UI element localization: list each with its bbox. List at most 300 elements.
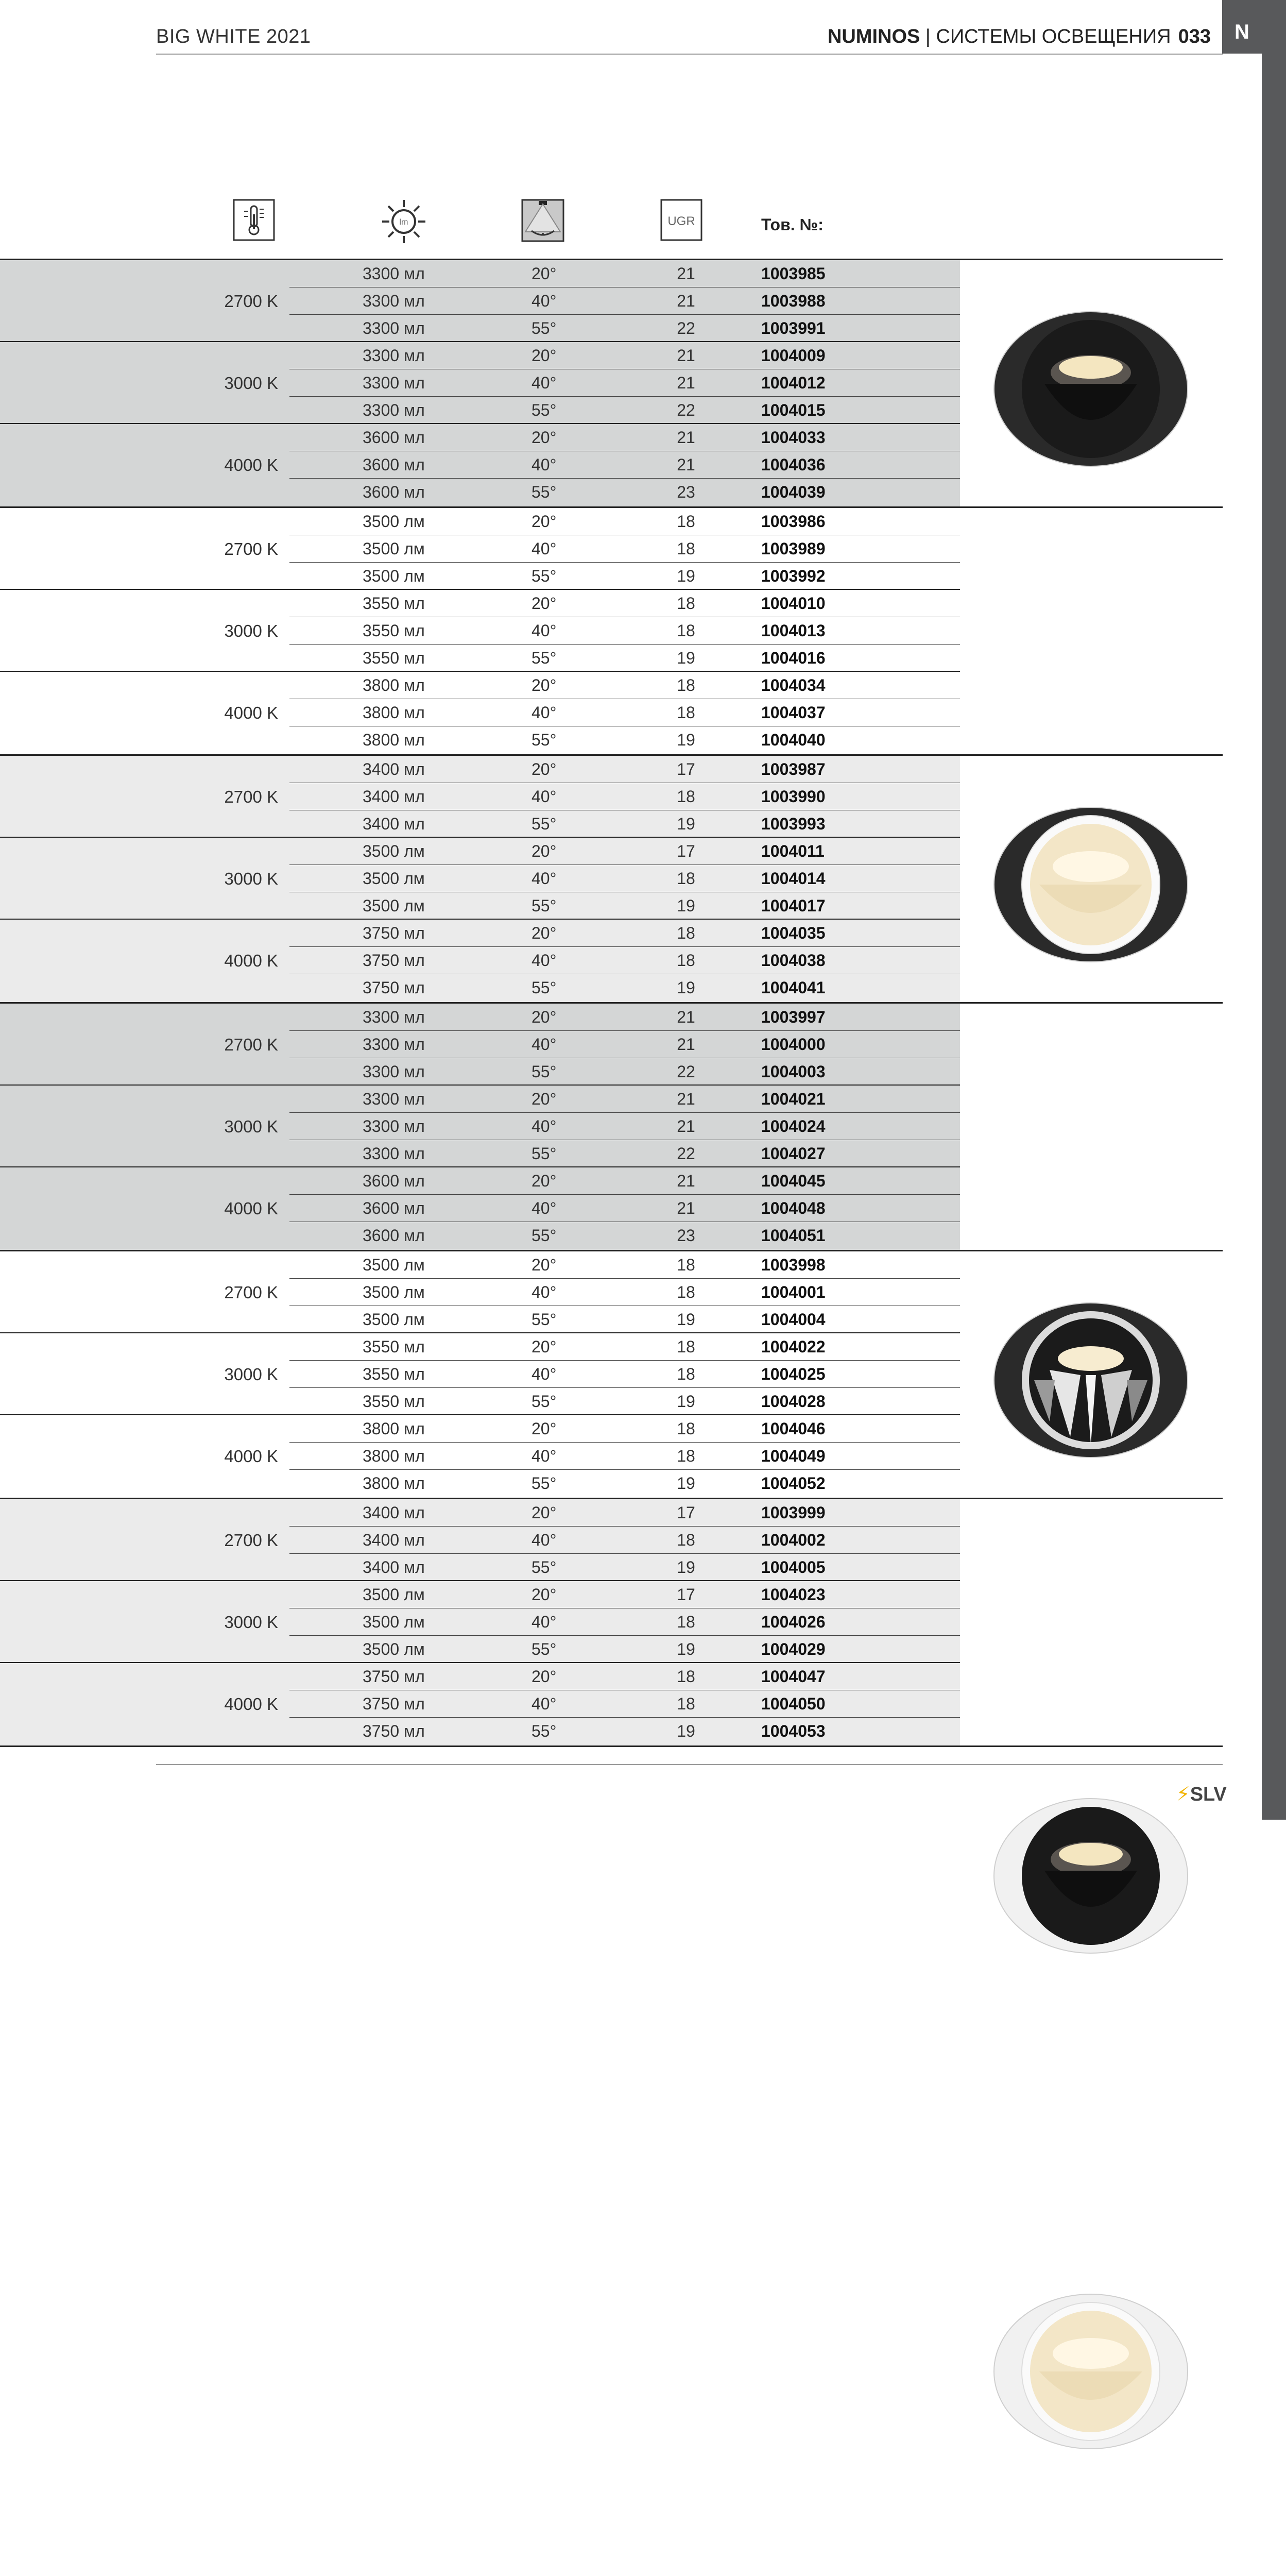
article-number: 1004053 (761, 1722, 826, 1740)
beam-angle-value: 55° (531, 815, 557, 833)
beam-angle-value: 40° (531, 1447, 557, 1465)
article-number: 1004016 (761, 649, 826, 667)
beam-angle-value: 20° (531, 594, 557, 613)
beam-angle-value: 20° (531, 346, 557, 365)
table-row (289, 1279, 960, 1306)
table-row (289, 1113, 960, 1140)
article-number: 1004049 (761, 1447, 826, 1465)
article-number: 1004050 (761, 1694, 826, 1713)
lumen-value: 3550 мл (363, 1365, 425, 1383)
ugr-value: 19 (677, 1474, 695, 1493)
ugr-value: 22 (677, 319, 695, 337)
beam-angle-value: 40° (531, 455, 557, 474)
lumen-value: 3300 мл (363, 1090, 425, 1108)
article-number: 1004001 (761, 1283, 826, 1301)
ugr-value: 21 (677, 1199, 695, 1217)
lumen-value: 3300 мл (363, 264, 425, 283)
article-number: 1003997 (761, 1008, 826, 1026)
lumen-value: 3500 лм (363, 1585, 425, 1604)
ugr-value: 18 (677, 951, 695, 970)
table-row (289, 892, 960, 920)
table-row (289, 726, 960, 754)
ugr-value: 21 (677, 346, 695, 365)
color-temperature: 2700 K (224, 1283, 278, 1302)
color-temperature: 3000 K (224, 1613, 278, 1632)
beam-angle-value: 20° (531, 924, 557, 942)
table-row (289, 315, 960, 342)
lumen-value: 3500 лм (363, 896, 425, 915)
ugr-value: 18 (677, 703, 695, 722)
lumen-value: 3300 мл (363, 1117, 425, 1136)
article-number: 1004036 (761, 455, 826, 474)
article-number: 1004022 (761, 1337, 826, 1356)
beam-angle-value: 20° (531, 264, 557, 283)
beam-angle-value: 20° (531, 1667, 557, 1686)
table-row (289, 920, 960, 947)
beam-angle-value: 40° (531, 1117, 557, 1136)
table-row (289, 1222, 960, 1249)
table-row (289, 699, 960, 726)
ugr-value: 21 (677, 264, 695, 283)
table-row (289, 1581, 960, 1608)
lumen-value: 3300 мл (363, 374, 425, 392)
beam-angle-value: 20° (531, 760, 557, 778)
table-row (289, 947, 960, 974)
beam-angle-value: 55° (531, 896, 557, 915)
beam-angle-value: 40° (531, 1365, 557, 1383)
color-temperature-block (0, 508, 960, 590)
lumen-value: 3400 мл (363, 760, 425, 778)
beam-angle-value: 20° (531, 842, 557, 860)
beam-angle-value: 55° (531, 1144, 557, 1163)
article-number: 1004048 (761, 1199, 826, 1217)
table-row (289, 563, 960, 590)
color-temperature: 3000 K (224, 1365, 278, 1384)
beam-angle-value: 55° (531, 1310, 557, 1329)
beam-angle-value: 20° (531, 1585, 557, 1604)
table-row (289, 451, 960, 479)
beam-angle-value: 40° (531, 869, 557, 888)
color-temperature-block (0, 756, 960, 838)
brand-name: NUMINOS (827, 26, 920, 47)
color-temperature: 4000 K (224, 1694, 278, 1714)
downlight-image (993, 2289, 1189, 2456)
beam-angle-value: 55° (531, 1722, 557, 1740)
ugr-value: 18 (677, 1667, 695, 1686)
table-row (289, 783, 960, 810)
beam-angle-value: 40° (531, 374, 557, 392)
article-number: 1004051 (761, 1226, 826, 1245)
table-row (289, 1306, 960, 1333)
lumen-value: 3300 мл (363, 346, 425, 365)
ugr-value: 22 (677, 1062, 695, 1081)
beam-angle-value: 20° (531, 428, 557, 447)
article-number: 1004038 (761, 951, 826, 970)
article-number: 1004052 (761, 1474, 826, 1493)
lumen-value: 3500 лм (363, 842, 425, 860)
ugr-value: 19 (677, 1310, 695, 1329)
table-row (289, 369, 960, 397)
ugr-value: 21 (677, 1090, 695, 1108)
beam-angle-value: 55° (531, 649, 557, 667)
ugr-value: 17 (677, 1585, 695, 1604)
lumen-value: 3750 мл (363, 978, 425, 997)
product-group (0, 1499, 1223, 1747)
article-number: 1003998 (761, 1256, 826, 1274)
section-tab: N (1222, 0, 1262, 54)
lumen-value: 3600 мл (363, 483, 425, 501)
lumen-value: 3550 мл (363, 621, 425, 640)
beam-angle-value: 20° (531, 1503, 557, 1522)
lumen-value: 3800 мл (363, 1474, 425, 1493)
color-temperature-block (0, 1333, 960, 1415)
table-row (289, 645, 960, 672)
lumen-value: 3600 мл (363, 1199, 425, 1217)
ugr-value: 22 (677, 401, 695, 419)
table-row (289, 260, 960, 287)
ugr-value: 18 (677, 787, 695, 806)
color-temperature: 2700 K (224, 292, 278, 311)
ugr-value: 21 (677, 292, 695, 310)
page-number: 033 (1178, 26, 1211, 47)
article-number: 1004046 (761, 1419, 826, 1438)
beam-angle-value: 40° (531, 787, 557, 806)
article-number: 1004003 (761, 1062, 826, 1081)
ugr-value: 21 (677, 1172, 695, 1190)
article-number: 1004010 (761, 594, 826, 613)
lumen-value: 3800 мл (363, 676, 425, 694)
article-number: 1004028 (761, 1392, 826, 1411)
ugr-value: 19 (677, 731, 695, 749)
lumen-value: 3300 мл (363, 1035, 425, 1054)
ugr-value: 18 (677, 1531, 695, 1549)
article-number: 1003988 (761, 292, 826, 310)
lumen-value: 3400 мл (363, 1531, 425, 1549)
beam-angle-value: 55° (531, 1558, 557, 1577)
table-row (289, 1195, 960, 1222)
ugr-value: 19 (677, 896, 695, 915)
color-temperature-block (0, 590, 960, 672)
article-number: 1004040 (761, 731, 826, 749)
table-row (289, 672, 960, 699)
ugr-value: 21 (677, 1008, 695, 1026)
color-temperature: 4000 K (224, 455, 278, 474)
side-bar (1262, 0, 1286, 1820)
beam-angle-value: 20° (531, 1419, 557, 1438)
ugr-value: 23 (677, 483, 695, 501)
lumen-value: 3800 мл (363, 731, 425, 749)
color-temperature: 4000 K (224, 703, 278, 722)
beam-angle-value: 55° (531, 483, 557, 501)
color-temperature: 3000 K (224, 869, 278, 888)
beam-angle-value: 55° (531, 1640, 557, 1658)
table-row (289, 1499, 960, 1527)
color-temperature-block (0, 260, 960, 342)
ugr-value: 18 (677, 1337, 695, 1356)
lumen-value: 3750 мл (363, 1694, 425, 1713)
beam-angle-value: 40° (531, 621, 557, 640)
lumen-value: 3500 лм (363, 1310, 425, 1329)
table-row (289, 810, 960, 838)
ugr-value: 17 (677, 1503, 695, 1522)
ugr-value: 18 (677, 621, 695, 640)
table-row (289, 1636, 960, 1663)
ugr-value: 18 (677, 539, 695, 558)
lumen-value: 3500 лм (363, 539, 425, 558)
lumen-value: 3800 мл (363, 1447, 425, 1465)
color-temperature: 3000 K (224, 1117, 278, 1136)
beam-angle-value: 20° (531, 676, 557, 694)
beam-angle-value: 55° (531, 731, 557, 749)
ugr-value: 19 (677, 815, 695, 833)
table-row (289, 1388, 960, 1415)
ugr-value: 19 (677, 1392, 695, 1411)
article-number: 1003999 (761, 1503, 826, 1522)
lumen-value: 3550 мл (363, 649, 425, 667)
logo-spark-icon: ⚡ (1176, 1784, 1190, 1805)
lumen-value: 3300 мл (363, 1062, 425, 1081)
table-row (289, 1608, 960, 1636)
ugr-value: 18 (677, 1365, 695, 1383)
product-group (0, 1251, 1223, 1499)
ugr-value: 21 (677, 455, 695, 474)
ugr-value: 18 (677, 1256, 695, 1274)
slv-logo (1176, 1783, 1227, 1806)
article-number: 1003990 (761, 787, 826, 806)
beam-angle-value: 55° (531, 1474, 557, 1493)
lumen-value: 3300 мл (363, 401, 425, 419)
article-number: 1004012 (761, 374, 826, 392)
product-group (0, 260, 1223, 508)
lumen-value: 3750 мл (363, 1722, 425, 1740)
catalog-title: BIG WHITE 2021 (156, 26, 311, 47)
article-number: 1004017 (761, 896, 826, 915)
article-number: 1004035 (761, 924, 826, 942)
table-row (289, 1333, 960, 1361)
ugr-value: 18 (677, 1694, 695, 1713)
article-number-header: Тов. №: (761, 215, 824, 234)
lumen-value: 3750 мл (363, 924, 425, 942)
article-number: 1004037 (761, 703, 826, 722)
color-temperature-block (0, 920, 960, 1002)
sun-lumen-icon (380, 198, 427, 245)
product-group (0, 508, 1223, 756)
beam-angle-value: 55° (531, 319, 557, 337)
ugr-value: 18 (677, 512, 695, 531)
product-group (0, 756, 1223, 1004)
color-temperature: 4000 K (224, 951, 278, 970)
article-number: 1004029 (761, 1640, 826, 1658)
beam-angle-value: 40° (531, 1531, 557, 1549)
beam-angle-value: 20° (531, 512, 557, 531)
article-number: 1004034 (761, 676, 826, 694)
article-number: 1004025 (761, 1365, 826, 1383)
article-number: 1004013 (761, 621, 826, 640)
table-row (289, 1415, 960, 1443)
ugr-value: 19 (677, 1640, 695, 1658)
table-row (289, 1527, 960, 1554)
lumen-value: 3500 лм (363, 1613, 425, 1631)
article-number: 1004039 (761, 483, 826, 501)
beam-angle-value: 55° (531, 567, 557, 585)
color-temperature: 2700 K (224, 787, 278, 806)
table-row (289, 479, 960, 506)
color-temperature-block (0, 1499, 960, 1581)
ugr-value: 22 (677, 1144, 695, 1163)
lumen-value: 3400 мл (363, 787, 425, 806)
color-temperature-block (0, 342, 960, 424)
ugr-value: 23 (677, 1226, 695, 1245)
lumen-value: 3300 мл (363, 1008, 425, 1026)
article-number: 1004004 (761, 1310, 826, 1329)
ugr-value: 18 (677, 1419, 695, 1438)
table-row (289, 287, 960, 315)
svg-text:lm: lm (399, 218, 408, 227)
lumen-value: 3600 мл (363, 455, 425, 474)
table-row (289, 424, 960, 451)
color-temperature-block (0, 1086, 960, 1167)
lumen-value: 3500 лм (363, 1283, 425, 1301)
lumen-value: 3400 мл (363, 1503, 425, 1522)
ugr-value: 18 (677, 1613, 695, 1631)
color-temperature: 4000 K (224, 1447, 278, 1466)
footer-rule (156, 1764, 1223, 1765)
table-row (289, 1251, 960, 1279)
lumen-value: 3550 мл (363, 1392, 425, 1411)
downlight-image (993, 1793, 1189, 1961)
beam-angle-value: 40° (531, 1613, 557, 1631)
article-number: 1004047 (761, 1667, 826, 1686)
color-temperature: 3000 K (224, 621, 278, 640)
beam-angle-value: 40° (531, 1283, 557, 1301)
beam-angle-value: 55° (531, 1392, 557, 1411)
color-temperature: 2700 K (224, 1035, 278, 1054)
lumen-value: 3550 мл (363, 1337, 425, 1356)
ugr-value: 17 (677, 760, 695, 778)
lumen-value: 3550 мл (363, 594, 425, 613)
article-number: 1003992 (761, 567, 826, 585)
lumen-value: 3400 мл (363, 1558, 425, 1577)
article-number: 1004015 (761, 401, 826, 419)
lumen-value: 3800 мл (363, 703, 425, 722)
lumen-value: 3300 мл (363, 1144, 425, 1163)
beam-angle-value: 20° (531, 1337, 557, 1356)
table-row (289, 1004, 960, 1031)
lumen-value: 3500 лм (363, 869, 425, 888)
ugr-value: 19 (677, 567, 695, 585)
table-row (289, 1470, 960, 1497)
ugr-value: 18 (677, 924, 695, 942)
ugr-value: 18 (677, 594, 695, 613)
ugr-value: 19 (677, 978, 695, 997)
beam-angle-value: 40° (531, 1199, 557, 1217)
ugr-value: 21 (677, 374, 695, 392)
article-number: 1004033 (761, 428, 826, 447)
article-number: 1003989 (761, 539, 826, 558)
beam-angle-value: 40° (531, 703, 557, 722)
table-row (289, 1718, 960, 1745)
svg-text:UGR: UGR (667, 214, 695, 228)
thermometer-icon (233, 199, 275, 241)
color-temperature-block (0, 1415, 960, 1497)
beam-angle-value: 55° (531, 401, 557, 419)
color-temperature-block (0, 424, 960, 506)
table-row (289, 1031, 960, 1058)
article-number: 1004011 (761, 842, 825, 860)
beam-angle-value: 40° (531, 1035, 557, 1054)
table-row (289, 617, 960, 645)
color-temperature: 4000 K (224, 1199, 278, 1218)
table-row (289, 865, 960, 892)
ugr-value: 18 (677, 1447, 695, 1465)
color-temperature-block (0, 1251, 960, 1333)
lumen-value: 3400 мл (363, 815, 425, 833)
lumen-value: 3500 лм (363, 512, 425, 531)
header-rule (156, 54, 1223, 55)
article-number: 1004041 (761, 978, 826, 997)
ugr-value: 18 (677, 869, 695, 888)
section-heading (828, 26, 1211, 48)
lumen-value: 3750 мл (363, 951, 425, 970)
beam-angle-value: 40° (531, 1694, 557, 1713)
ugr-value: 18 (677, 676, 695, 694)
lumen-value: 3500 лм (363, 567, 425, 585)
article-number: 1003985 (761, 264, 826, 283)
article-number: 1003991 (761, 319, 826, 337)
article-number: 1004000 (761, 1035, 826, 1054)
color-temperature-block (0, 1167, 960, 1249)
article-number: 1004024 (761, 1117, 826, 1136)
lumen-value: 3600 мл (363, 1172, 425, 1190)
ugr-value: 19 (677, 1558, 695, 1577)
color-temperature-block (0, 1581, 960, 1663)
beam-angle-value: 55° (531, 1226, 557, 1245)
beam-angle-value: 55° (531, 978, 557, 997)
table-row (289, 1554, 960, 1581)
beam-angle-value: 20° (531, 1008, 557, 1026)
article-number: 1004009 (761, 346, 826, 365)
table-row (289, 756, 960, 783)
table-row (289, 397, 960, 424)
downlight-image (993, 307, 1189, 474)
article-number: 1004023 (761, 1585, 826, 1604)
beam-angle-icon (521, 199, 564, 242)
color-temperature-block (0, 1004, 960, 1086)
lumen-value: 3600 мл (363, 1226, 425, 1245)
beam-angle-value: 20° (531, 1172, 557, 1190)
ugr-value: 21 (677, 1117, 695, 1136)
ugr-value: 18 (677, 1283, 695, 1301)
article-number: 1004002 (761, 1531, 826, 1549)
lumen-value: 3500 лм (363, 1640, 425, 1658)
table-row (289, 508, 960, 535)
color-temperature-block (0, 1663, 960, 1745)
ugr-icon (660, 199, 702, 241)
table-row (289, 1361, 960, 1388)
article-number: 1004045 (761, 1172, 826, 1190)
lumen-value: 3500 лм (363, 1256, 425, 1274)
table-row (289, 1443, 960, 1470)
heading-separator: | (920, 26, 936, 47)
lumen-value: 3800 мл (363, 1419, 425, 1438)
table-row (289, 1058, 960, 1086)
table-row (289, 974, 960, 1002)
color-temperature-block (0, 672, 960, 754)
article-number: 1003993 (761, 815, 826, 833)
table-row (289, 535, 960, 563)
article-number: 1004021 (761, 1090, 826, 1108)
article-number: 1004005 (761, 1558, 826, 1577)
